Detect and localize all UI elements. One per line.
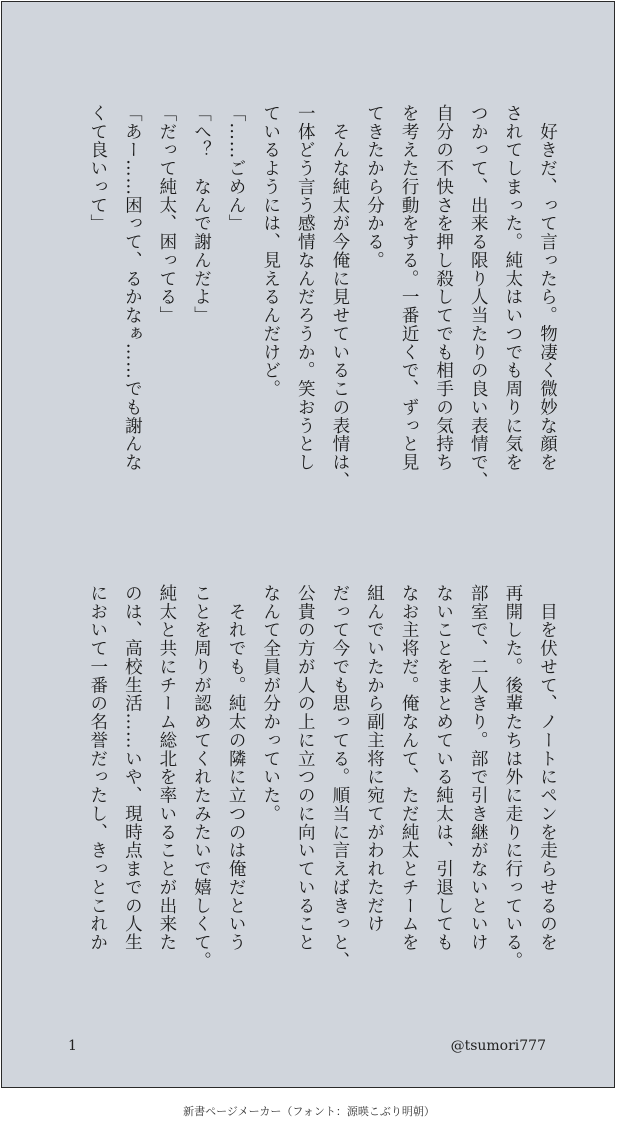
text-line: を考えた行動をする。一番近くで、ずっと見 [399,104,420,472]
generator-credit: 新書ページメーカー（フォント：源暎こぶり明朝） [183,1105,435,1118]
text-line: ないことをまとめている純太は、引退しても [433,584,454,952]
text-line: において一番の名誉だったし、きっとこれか [87,584,108,952]
text-line: 再開した。後輩たちは外に走りに行っている。 [502,584,523,970]
text-line: 純太と共にチーム総北を率いることが出来た [156,584,177,952]
text-line: くて良いって」 [87,104,108,233]
text-line: ているようには、見えるんだけど。 [260,104,281,398]
text-line: 「だって純太、困ってる」 [156,104,177,325]
text-line: 好きだ、って言ったら。物凄く微妙な顔を [537,104,558,472]
text-column-bottom [80,584,564,1004]
text-line: だって今でも思ってる。順当に言えばきっと、 [329,584,350,970]
text-line: 目を伏せて、ノートにペンを走らせるのを [537,584,558,952]
text-line: 部室で、二人きり。部で引き継がないといけ [468,584,489,952]
text-line: ことを周りが認めてくれたみたいで嬉しくて。 [191,584,212,970]
text-line: つかって、出来る限り人当たりの良い表情で、 [468,104,489,490]
text-line: 自分の不快さを押し殺してでも相手の気持ち [433,104,454,472]
text-column-top [80,104,564,524]
text-line: 公貴の方が人の上に立つのに向いていること [295,584,316,952]
text-line: 「……ごめん」 [226,104,247,233]
author-handle: @tsumori777 [450,1038,546,1054]
text-line: 一体どう言う感情なんだろうか。笑おうとし [295,104,316,472]
text-line: てきたから分かる。 [364,104,385,270]
text-line: それでも。純太の隣に立つのは俺だという [226,584,247,952]
text-line: そんな純太が今俺に見せているこの表情は、 [329,104,350,490]
text-line: なんて全員が分かっていた。 [260,584,281,823]
text-line: のは、高校生活……いや、現時点までの人生 [122,584,143,952]
text-line: 「へ？ なんで謝んだよ」 [191,104,212,325]
text-line: なお主将だ。俺なんて、ただ純太とチームを [399,584,420,952]
text-line: されてしまった。純太はいつでも周りに気を [502,104,523,472]
novel-page [1,1,615,1088]
text-line: 「あー……困って、るかなぁ……でも謝んな [122,104,143,472]
page-number: 1 [68,1038,77,1054]
text-line: 組んでいたから副主将に宛てがわれただけ [364,584,385,934]
